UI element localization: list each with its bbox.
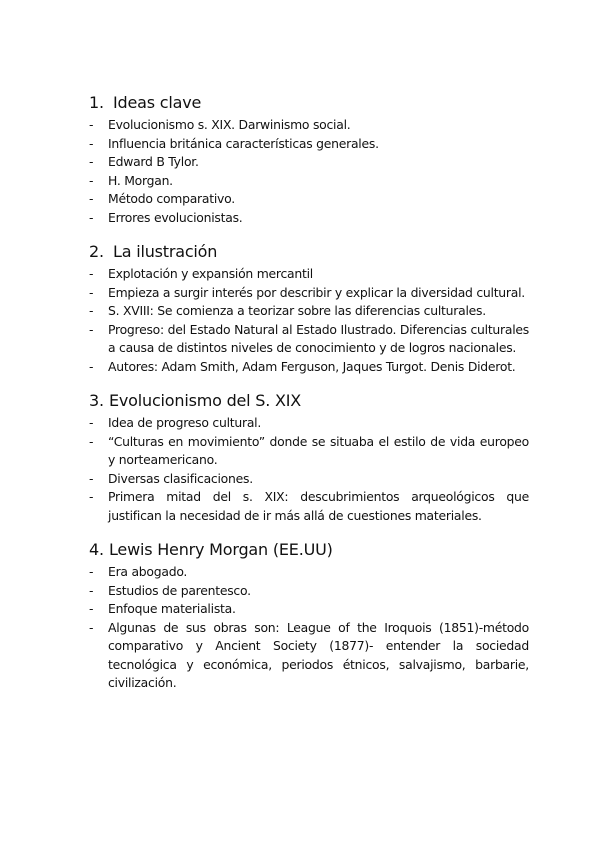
- list-item: - Autores: Adam Smith, Adam Ferguson, Jaques Turgot. Denis Diderot.: [89, 358, 529, 377]
- list-item: - Empieza a surgir interés por describir y explicar la diversidad cultural.: [89, 284, 529, 303]
- list-item: - Explotación y expansión mercantil: [89, 265, 529, 284]
- section-title: Ideas clave: [113, 93, 202, 112]
- dash-bullet: -: [89, 358, 94, 374]
- list-item: - Diversas clasificaciones.: [89, 470, 529, 489]
- section-heading: [89, 92, 529, 114]
- dash-bullet: -: [89, 266, 94, 281]
- dash-bullet: -: [89, 209, 94, 225]
- dash-bullet: -: [89, 154, 94, 169]
- dash-bullet: -: [89, 321, 94, 337]
- section-heading: [89, 390, 529, 412]
- list-item: - Edward B Tylor.: [89, 153, 529, 172]
- dash-bullet: -: [89, 191, 94, 206]
- section-number: 1.: [89, 93, 104, 112]
- section-ideas-clave: [89, 92, 529, 227]
- list-item: - Estudios de parentesco.: [89, 582, 529, 601]
- dash-bullet: -: [89, 619, 94, 635]
- document-page: [89, 92, 529, 707]
- section-heading: [89, 241, 529, 263]
- dash-bullet: -: [89, 433, 94, 449]
- section-number: 4.: [89, 540, 104, 559]
- list-item: - Progreso: del Estado Natural al Estado Ilustrado. Diferencias culturales a causa de distintos niveles de conocimiento y de logros nacionales.: [89, 321, 529, 355]
- section-number: 2.: [89, 242, 104, 261]
- dash-bullet: -: [89, 284, 94, 300]
- list-item: - Método comparativo.: [89, 190, 529, 209]
- bullet-list: [89, 116, 529, 227]
- list-item: - Algunas de sus obras son: League of the Iroquois (1851)-método comparativo y Ancient Society (1877)- entender la sociedad tecnológica y económica, periodos étnicos, salvajismo, barbarie, civilización.: [89, 619, 529, 690]
- section-title: Lewis Henry Morgan (EE.UU): [109, 540, 333, 559]
- dash-bullet: -: [89, 172, 94, 188]
- list-item: - Idea de progreso cultural.: [89, 414, 529, 433]
- section-title: Evolucionismo del S. XIX: [109, 391, 302, 410]
- dash-bullet: -: [89, 601, 94, 616]
- dash-bullet: -: [89, 117, 94, 132]
- dash-bullet: -: [89, 582, 94, 598]
- dash-bullet: -: [89, 470, 94, 486]
- list-item: - S. XVIII: Se comienza a teorizar sobre las diferencias culturales.: [89, 302, 529, 321]
- dash-bullet: -: [89, 415, 94, 430]
- list-item: - Enfoque materialista.: [89, 600, 529, 619]
- list-item: - Influencia británica características generales.: [89, 135, 529, 154]
- dash-bullet: -: [89, 303, 94, 318]
- dash-bullet: -: [89, 135, 94, 151]
- section-heading: [89, 539, 529, 561]
- section-lewis-henry-morgan: [89, 539, 529, 693]
- section-evolucionismo-siglo-xix: [89, 390, 529, 525]
- list-item: - Evolucionismo s. XIX. Darwinismo social.: [89, 116, 529, 135]
- list-item: - Primera mitad del s. XIX: descubrimientos arqueológicos que justifican la necesidad de ir más allá de cuestiones materiales.: [89, 489, 529, 523]
- dash-bullet: -: [89, 489, 94, 504]
- bullet-list: [89, 563, 529, 693]
- section-number: 3.: [89, 391, 104, 410]
- dash-bullet: -: [89, 564, 94, 579]
- bullet-list: [89, 265, 529, 376]
- list-item: - Era abogado.: [89, 563, 529, 582]
- section-title: La ilustración: [113, 242, 218, 261]
- bullet-list: [89, 414, 529, 525]
- section-la-ilustracion: [89, 241, 529, 376]
- list-item: - Errores evolucionistas.: [89, 209, 529, 228]
- list-item: - H. Morgan.: [89, 172, 529, 191]
- list-item: - “Culturas en movimiento” donde se situaba el estilo de vida europeo y norteamericano.: [89, 433, 529, 467]
